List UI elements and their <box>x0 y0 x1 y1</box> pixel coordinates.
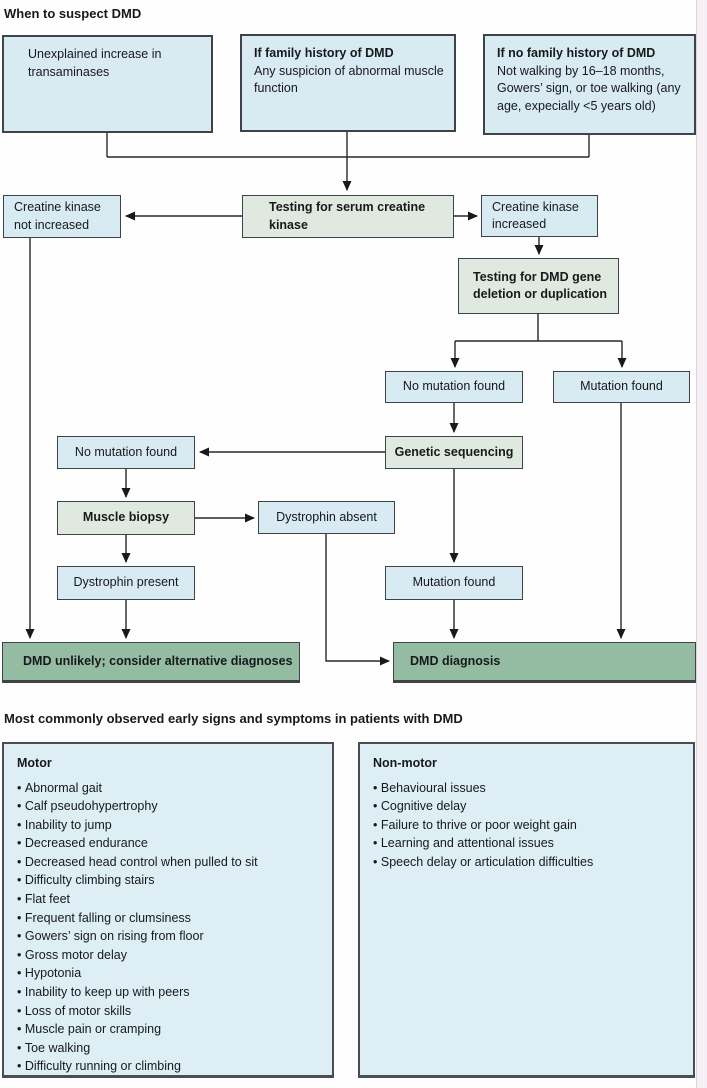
node-text: Testing for serum creatine kinase <box>269 200 426 232</box>
symptom-item: • Speech delay or articulation difficulties <box>373 853 685 872</box>
symptom-item: • Flat feet <box>17 890 324 909</box>
symptom-item: • Cognitive delay <box>373 797 685 816</box>
node-dystrophin-absent <box>258 501 395 534</box>
node-text: Dystrophin present <box>73 575 179 590</box>
node-testing-serum-creatine-kinase <box>242 195 454 238</box>
symptom-item: • Loss of motor skills <box>17 1002 324 1021</box>
node-text: Mutation found <box>412 575 496 590</box>
node-text: No mutation found <box>74 444 178 459</box>
non-motor-list <box>373 779 685 872</box>
symptom-item: • Behavioural issues <box>373 779 685 798</box>
symptom-item: • Abnormal gait <box>17 779 324 798</box>
node-dmd-unlikely <box>2 642 300 683</box>
non-motor-symptoms-box <box>358 742 695 1078</box>
node-title: If no family history of DMD <box>497 46 656 60</box>
symptom-item: • Frequent falling or clumsiness <box>17 909 324 928</box>
node-no-mutation-found-upper <box>385 371 523 403</box>
symptom-item: • Decreased endurance <box>17 834 324 853</box>
node-creatine-kinase-increased <box>481 195 598 237</box>
node-text: Mutation found <box>580 379 663 394</box>
symptom-item: • Difficulty climbing stairs <box>17 871 324 890</box>
symptom-item: • Hypotonia <box>17 964 324 983</box>
node-creatine-kinase-not-increased <box>3 195 121 238</box>
node-text: Testing for DMD gene deletion or duplication <box>473 269 608 301</box>
node-no-family-history <box>483 34 696 135</box>
node-no-mutation-found-left <box>57 436 195 469</box>
motor-list-title: Motor <box>17 756 52 770</box>
symptom-item: • Inability to keep up with peers <box>17 983 324 1002</box>
section-title-signs-symptoms: Most commonly observed early signs and symptoms in patients with DMD <box>4 711 463 726</box>
node-text: DMD unlikely; consider alternative diagnoses <box>23 653 293 668</box>
symptom-item: • Failure to thrive or poor weight gain <box>373 816 685 835</box>
node-mutation-found-upper <box>553 371 690 403</box>
node-text: No mutation found <box>402 379 506 394</box>
symptom-item: • Difficulty running or climbing <box>17 1057 324 1076</box>
symptom-item: • Toe walking <box>17 1039 324 1058</box>
node-text: Unexplained increase in transaminases <box>28 47 162 79</box>
node-dystrophin-present <box>57 566 195 600</box>
symptom-item: • Calf pseudohypertrophy <box>17 797 324 816</box>
section-title-when-to-suspect: When to suspect DMD <box>4 6 142 21</box>
node-mutation-found-lower <box>385 566 523 600</box>
symptom-item: • Gross motor delay <box>17 946 324 965</box>
motor-symptoms-box <box>2 742 334 1078</box>
node-text: Muscle biopsy <box>82 510 170 525</box>
symptom-item: • Learning and attentional issues <box>373 834 685 853</box>
motor-list <box>17 779 324 1077</box>
node-genetic-sequencing <box>385 436 523 469</box>
node-text: DMD diagnosis <box>410 653 501 668</box>
symptom-item: • Decreased head control when pulled to sit <box>17 853 324 872</box>
node-title: If family history of DMD <box>254 46 394 60</box>
symptom-item: • Inability to jump <box>17 816 324 835</box>
node-text: Creatine kinase not increased <box>14 200 101 232</box>
node-text: Genetic sequencing <box>394 444 514 459</box>
non-motor-list-title: Non-motor <box>373 756 437 770</box>
node-family-history <box>240 34 456 132</box>
node-text: Creatine kinase increased <box>492 199 579 231</box>
node-text: Not walking by 16–18 months, Gowers’ sign, or toe walking (any age, expecially <5 years old) <box>497 63 681 113</box>
node-text: Any suspicion of abnormal muscle function <box>254 63 444 95</box>
node-unexplained-transaminases <box>2 35 213 133</box>
symptom-item: • Gowers’ sign on rising from floor <box>17 927 324 946</box>
symptom-item: • Muscle pain or cramping <box>17 1020 324 1039</box>
node-dmd-diagnosis <box>393 642 696 683</box>
node-testing-dmd-gene-deletion-duplication <box>458 258 619 314</box>
node-muscle-biopsy <box>57 501 195 535</box>
node-text: Dystrophin absent <box>276 509 377 524</box>
